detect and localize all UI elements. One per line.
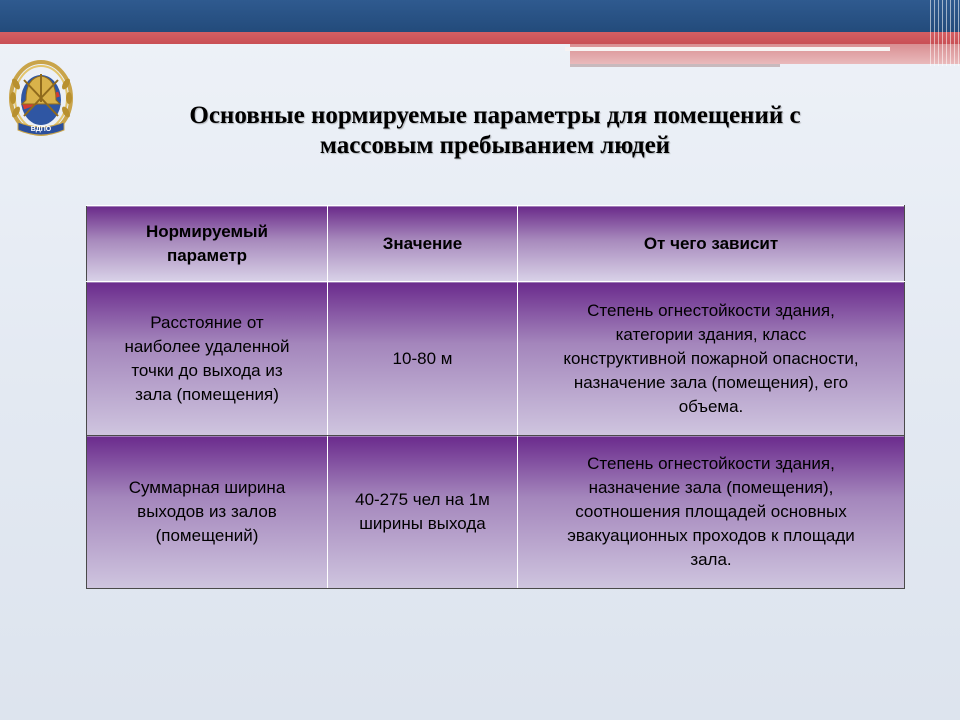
cell-value: 40-275 чел на 1м ширины выхода bbox=[328, 436, 518, 589]
cell-value: 10-80 м bbox=[328, 282, 518, 436]
slide-title-line1: Основные нормируемые параметры для помещений с bbox=[189, 102, 801, 129]
emblem-ribbon-text: ВДПО bbox=[30, 126, 52, 133]
header-stripes bbox=[930, 0, 960, 66]
header-parameter: Нормируемый параметр bbox=[87, 206, 328, 282]
cell-parameter: Расстояние от наиболее удаленной точки до выхода из зала (помещения) bbox=[87, 282, 328, 436]
slide-title-line2: массовым пребыванием людей bbox=[319, 132, 671, 159]
table-row bbox=[87, 282, 905, 436]
table-row bbox=[87, 436, 905, 589]
cell-depends-on: Степень огнестойкости здания, назначение зала (помещения), соотношения площадей основных эвакуационных проходов к площади зала. bbox=[518, 436, 905, 589]
header-depends-on: От чего зависит bbox=[518, 206, 905, 282]
header-band-shadow bbox=[570, 64, 780, 67]
slide-title bbox=[90, 101, 900, 161]
header-band-blue bbox=[0, 0, 960, 32]
header-band-red bbox=[0, 32, 960, 44]
parameters-table bbox=[86, 205, 905, 589]
header-value: Значение bbox=[328, 206, 518, 282]
cell-parameter: Суммарная ширина выходов из залов (помещений) bbox=[87, 436, 328, 589]
vdpo-emblem-icon bbox=[8, 54, 74, 140]
cell-depends-on: Степень огнестойкости здания, категории здания, класс конструктивной пожарной опасности, назначение зала (помещения), его объема. bbox=[518, 282, 905, 436]
table-header-row bbox=[87, 206, 905, 282]
header-band-highlight bbox=[565, 47, 890, 51]
